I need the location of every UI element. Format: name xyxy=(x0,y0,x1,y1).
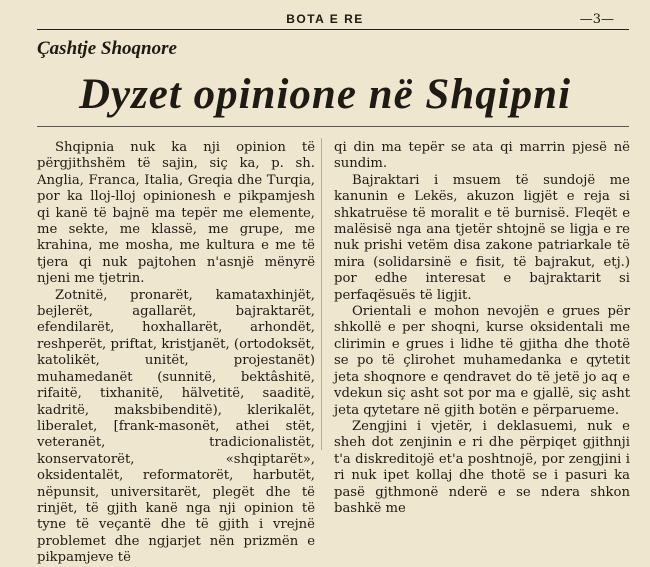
left-column xyxy=(37,140,315,567)
paragraph: Zengjini i vjetër, i deklasuemi, nuk e sheh dot zenjinin e ri dhe përpiqet gjithnji t'a diskreditojë et'a poshtnojë, por zengjini i ri nuk ipet kollaj dhe thotë se i pasuri ka pasë gjthmonë nderë e se ndera shkon bashkë me xyxy=(334,418,630,516)
page-number: —3— xyxy=(579,12,614,27)
paragraph: qi din ma tepër se ata qi marrin pjesë në sundim. xyxy=(334,140,630,172)
running-title: BOTA E RE xyxy=(286,12,364,26)
title-rule xyxy=(37,126,629,127)
article-title: Dyzet opinione në Shqipni xyxy=(78,71,572,118)
column-divider xyxy=(321,138,322,450)
paragraph: Bajraktari i msuem të sundojë me kanunin e Lekës, akuzon ligjët e reja si shkatruëse të moralit e të burnisë. Fleqët e malësisë nga ana tjetër shtojnë se ligja e re nuk prishi vetëm disa zakone patriarkale të mira (solidarsinë e fisit, të bajrakut, etj.) por edhe interesat e bajraktarit si perfaqësuës të ligjit. xyxy=(334,172,630,303)
section-label: Çashtje Shoqnore xyxy=(37,38,177,59)
header-rule xyxy=(37,29,629,30)
paragraph: Orientali e mohon nevojën e grues për shkollë e per shoqni, kurse oksidentali me clirimin e grues i lidhe të gjitha dhe thotë se po të çlirohet muhamedanka e qytetit jeta shoqnore e qendravet do të jetë jo aq e vdekun siç asht sot por ma e gjallë, siç asht jeta qytetare në gjith botën e përparueme. xyxy=(334,304,630,418)
paragraph: Zotnitë, pronarët, kamataxhinjët, bejlerët, agallarët, bajraktarët, efendilarët, hoxhallarët, arhondët, reshperët, priftat, kristjanët, (ortodoksët, katolikët, unitët, projestanët) muhamedanët (sunnitë, bektâshitë, rifaitë, tixhanitë, hälvetitë, saaditë, kadritë, maksbibenditë), klerikalët, liberalet, [frank-masonët, athei stët, veteranët, tradicionalistët, konservatorët, «shqiptarët», oksidentalët, reformatorët, harbutët, nëpunsit, universitarët, plegët dhe të rinjët, të gjith kanë nga nji opinion të tyne të veçantë dhe të gjith i vrejnë problemet dhe ngjarjet nën prizmën e pikpamjeve të xyxy=(37,287,315,566)
right-column xyxy=(334,140,630,517)
paragraph: Shqipnia nuk ka nji opinion të përgjithshëm të sajin, siç ka, p. sh. Anglia, Franca, Italia, Greqia dhe Turqia, por ka lloj-lloj opinionesh e pikpamjesh qi kanë të bajnë ma tepër me elemente, me sekte, me klassë, me grupe, me krahina, me mosha, me kultura e me të tjera qi nuk pajtohen n'asnjë mënyrë njeni me tjetrin. xyxy=(37,140,315,287)
